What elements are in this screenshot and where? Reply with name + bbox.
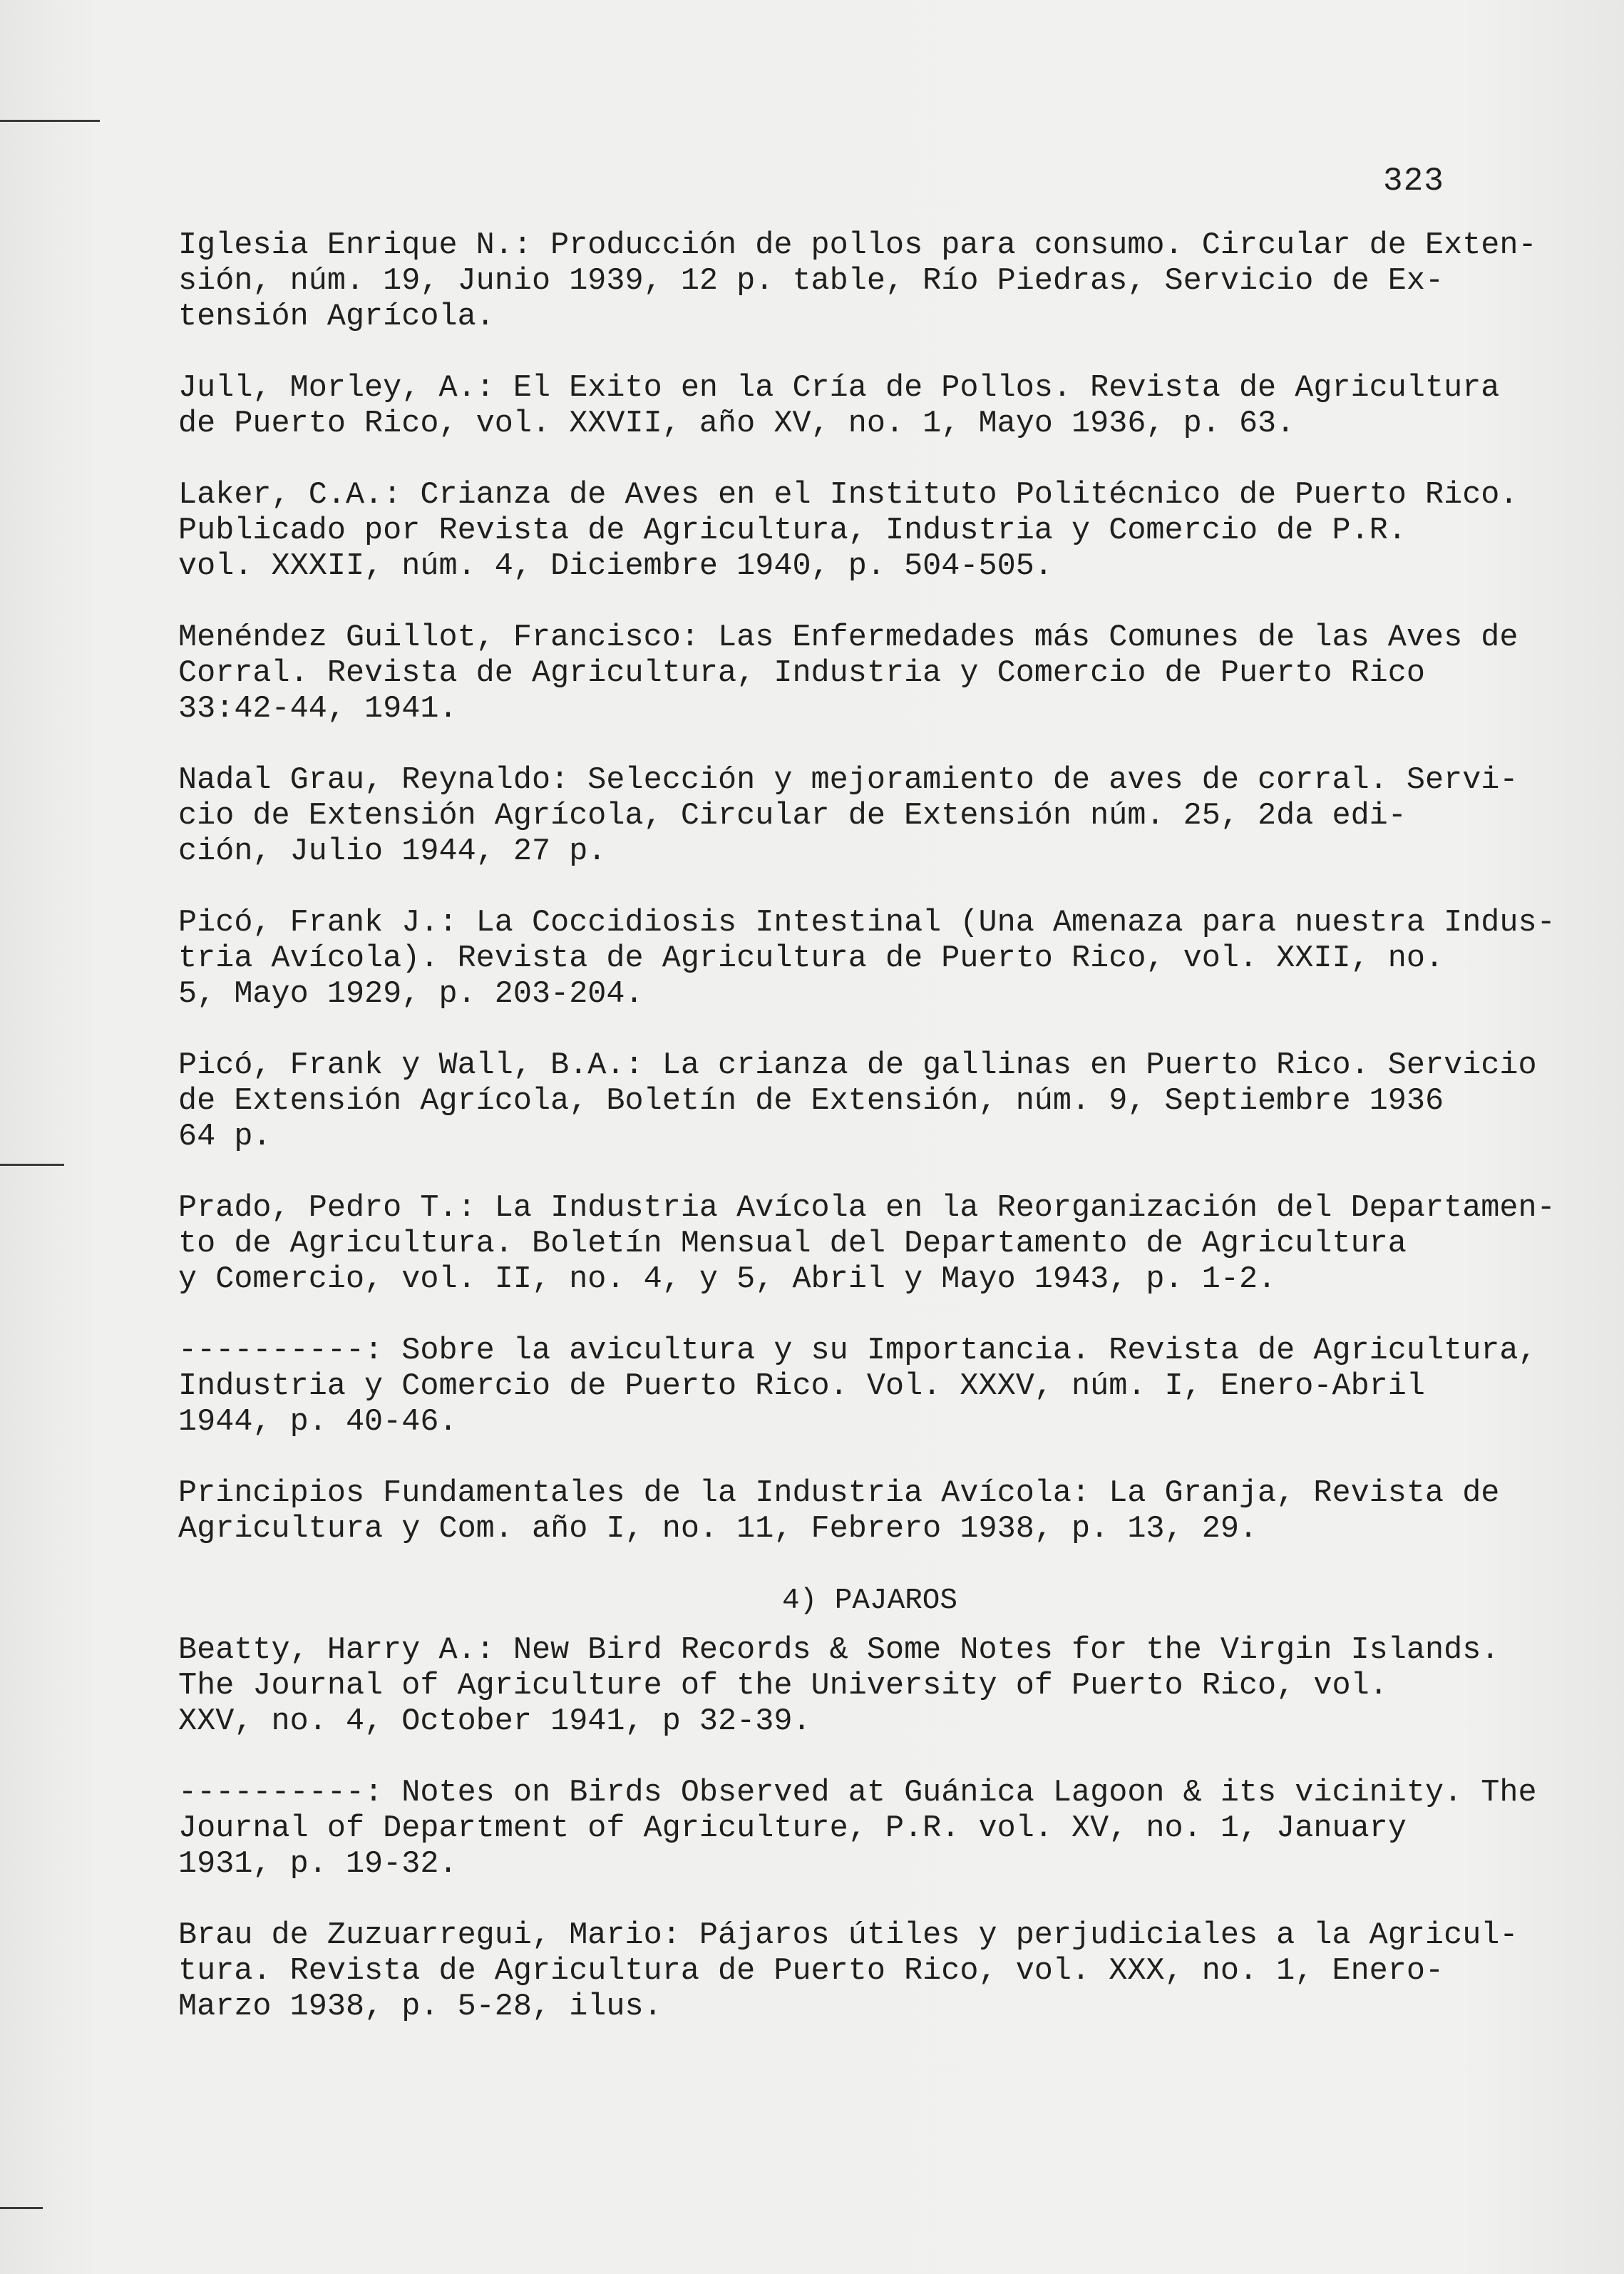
entry-line: Menéndez Guillot, Francisco: Las Enfermedades más Comunes de las Aves de <box>178 620 1518 655</box>
bibliography-entry <box>178 1333 1537 1440</box>
bibliography-entry <box>178 228 1537 335</box>
bibliography-entry <box>178 620 1518 727</box>
entry-line: 33:42-44, 1941. <box>178 692 458 727</box>
entry-line: Agricultura y Com. año I, no. 11, Febrero 1938, p. 13, 29. <box>178 1512 1258 1547</box>
entry-line: Principios Fundamentales de la Industria Avícola: La Granja, Revista de <box>178 1476 1500 1511</box>
entry-line: 5, Mayo 1929, p. 203-204. <box>178 977 644 1012</box>
entry-line: ----------: Notes on Birds Observed at Guánica Lagoon & its vicinity. The <box>178 1776 1537 1811</box>
bibliography-entry <box>178 763 1518 870</box>
bibliography-entry <box>178 1633 1500 1740</box>
bibliography-entry <box>178 1048 1537 1155</box>
entry-line: Publicado por Revista de Agricultura, Industria y Comercio de P.R. <box>178 513 1407 548</box>
entry-line: Beatty, Harry A.: New Bird Records & Some Notes for the Virgin Islands. <box>178 1633 1500 1668</box>
entry-line: tensión Agrícola. <box>178 299 495 334</box>
entry-line: cio de Extensión Agrícola, Circular de Extensión núm. 25, 2da edi- <box>178 799 1407 834</box>
entry-line: ción, Julio 1944, 27 p. <box>178 834 607 869</box>
entry-line: Iglesia Enrique N.: Producción de pollos para consumo. Circular de Exten- <box>178 228 1537 263</box>
entry-line: Corral. Revista de Agricultura, Industria y Comercio de Puerto Rico <box>178 656 1425 691</box>
bibliography-entry <box>178 371 1500 442</box>
entry-line: Laker, C.A.: Crianza de Aves en el Instituto Politécnico de Puerto Rico. <box>178 478 1518 513</box>
entry-line: de Puerto Rico, vol. XXVII, año XV, no. 1, Mayo 1936, p. 63. <box>178 406 1295 441</box>
bibliography-entry <box>178 1776 1537 1883</box>
bibliography-entry <box>178 1918 1518 2025</box>
entry-line: Picó, Frank y Wall, B.A.: La crianza de gallinas en Puerto Rico. Servicio <box>178 1048 1537 1083</box>
entry-line: Brau de Zuzuarregui, Mario: Pájaros útiles y perjudiciales a la Agricul- <box>178 1918 1518 1953</box>
entry-line: Industria y Comercio de Puerto Rico. Vol. XXXV, núm. I, Enero-Abril <box>178 1369 1425 1404</box>
entry-line: Prado, Pedro T.: La Industria Avícola en la Reorganización del Departamen- <box>178 1191 1556 1226</box>
entry-line: Marzo 1938, p. 5-28, ilus. <box>178 1989 662 2024</box>
page-number: 323 <box>1383 163 1444 200</box>
entry-line: 1931, p. 19-32. <box>178 1847 458 1882</box>
entry-line: XXV, no. 4, October 1941, p 32-39. <box>178 1704 811 1739</box>
entry-line: 64 p. <box>178 1120 272 1154</box>
entry-line: vol. XXXII, núm. 4, Diciembre 1940, p. 504-505. <box>178 549 1053 584</box>
entry-line: The Journal of Agriculture of the University of Puerto Rico, vol. <box>178 1669 1388 1704</box>
bibliography-entry <box>178 906 1556 1013</box>
entry-line: ----------: Sobre la avicultura y su Importancia. Revista de Agricultura, <box>178 1333 1537 1368</box>
bibliography-entry <box>178 1191 1556 1298</box>
scan-edge-mark-bottom <box>0 2207 43 2209</box>
scan-edge-mark-top <box>0 120 100 122</box>
entry-line: de Extensión Agrícola, Boletín de Extensión, núm. 9, Septiembre 1936 <box>178 1084 1444 1119</box>
entry-line: tura. Revista de Agricultura de Puerto Rico, vol. XXX, no. 1, Enero- <box>178 1954 1444 1989</box>
entry-line: sión, núm. 19, Junio 1939, 12 p. table, Río Piedras, Servicio de Ex- <box>178 264 1444 299</box>
entry-line: Picó, Frank J.: La Coccidiosis Intestinal (Una Amenaza para nuestra Indus- <box>178 906 1556 941</box>
section-heading: 4) PAJAROS <box>781 1584 958 1617</box>
entry-line: Jull, Morley, A.: El Exito en la Cría de Pollos. Revista de Agricultura <box>178 371 1500 406</box>
entry-line: to de Agricultura. Boletín Mensual del Departamento de Agricultura <box>178 1226 1407 1261</box>
entry-line: tria Avícola). Revista de Agricultura de Puerto Rico, vol. XXII, no. <box>178 941 1444 976</box>
entry-line: 1944, p. 40-46. <box>178 1405 458 1440</box>
scan-edge-mark-middle <box>0 1164 64 1166</box>
entry-line: Nadal Grau, Reynaldo: Selección y mejoramiento de aves de corral. Servi- <box>178 763 1518 798</box>
bibliography-entry <box>178 478 1518 585</box>
bibliography-entry <box>178 1476 1500 1547</box>
entry-line: Journal of Department of Agriculture, P.R. vol. XV, no. 1, January <box>178 1811 1407 1846</box>
entry-line: y Comercio, vol. II, no. 4, y 5, Abril y Mayo 1943, p. 1-2. <box>178 1262 1277 1297</box>
bibliography-body <box>178 228 1556 2061</box>
